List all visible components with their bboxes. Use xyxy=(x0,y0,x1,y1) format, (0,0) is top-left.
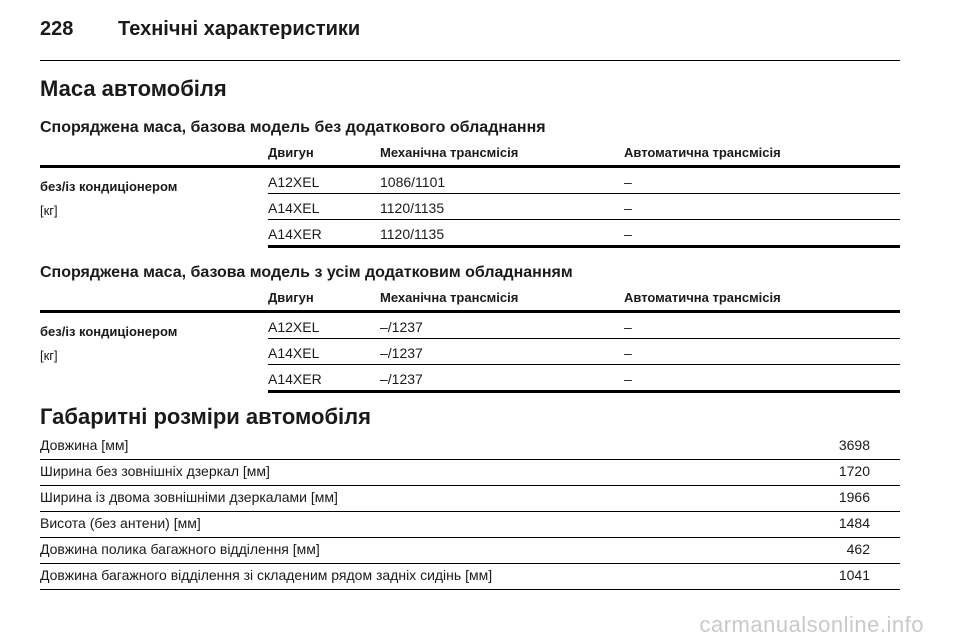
header-automatic: Автоматична трансмісія xyxy=(624,145,781,160)
table-row: Довжина [мм] 3698 xyxy=(40,434,900,460)
table-header xyxy=(40,141,900,168)
section-title-dimensions: Габаритні розміри автомобіля xyxy=(40,404,371,429)
header-automatic: Автоматична трансмісія xyxy=(624,290,781,305)
dimensions-table xyxy=(40,434,900,590)
table-row: A14XER 1120/1135 – xyxy=(268,220,900,248)
row-label: без/із кондиціонером [кг] xyxy=(40,324,178,363)
table-header xyxy=(40,286,900,313)
page-header xyxy=(40,16,900,61)
table-title-full: Споряджена маса, базова модель з усім додатковим обладнанням xyxy=(40,264,573,281)
table-title-base: Споряджена маса, базова модель без додаткового обладнання xyxy=(40,119,546,136)
watermark: carmanualsonline.info xyxy=(699,612,924,637)
page-number: 228 xyxy=(40,18,74,40)
header-engine: Двигун xyxy=(268,290,314,305)
header-manual: Механічна трансмісія xyxy=(380,290,519,305)
table-row: Довжина полика багажного відділення [мм] 462 xyxy=(40,538,900,564)
table-row: Ширина із двома зовнішніми дзеркалами [мм] 1966 xyxy=(40,486,900,512)
table-row: A14XER –/1237 – xyxy=(268,365,900,393)
table-row: Довжина багажного відділення зі складеним рядом задніх сидінь [мм] 1041 xyxy=(40,564,900,590)
table-row: A14XEL –/1237 – xyxy=(268,339,900,365)
table-row: A14XEL 1120/1135 – xyxy=(268,194,900,220)
header-manual: Механічна трансмісія xyxy=(380,145,519,160)
table-row: A12XEL 1086/1101 – xyxy=(268,168,900,194)
page-header-title: Технічні характеристики xyxy=(118,18,361,40)
header-engine: Двигун xyxy=(268,145,314,160)
section-title-mass: Маса автомобіля xyxy=(40,76,227,101)
mass-table-base xyxy=(40,141,900,248)
table-row: A12XEL –/1237 – xyxy=(268,313,900,339)
table-row: Ширина без зовнішніх дзеркал [мм] 1720 xyxy=(40,460,900,486)
table-row: Висота (без антени) [мм] 1484 xyxy=(40,512,900,538)
mass-table-full xyxy=(40,286,900,393)
row-label: без/із кондиціонером [кг] xyxy=(40,179,178,218)
